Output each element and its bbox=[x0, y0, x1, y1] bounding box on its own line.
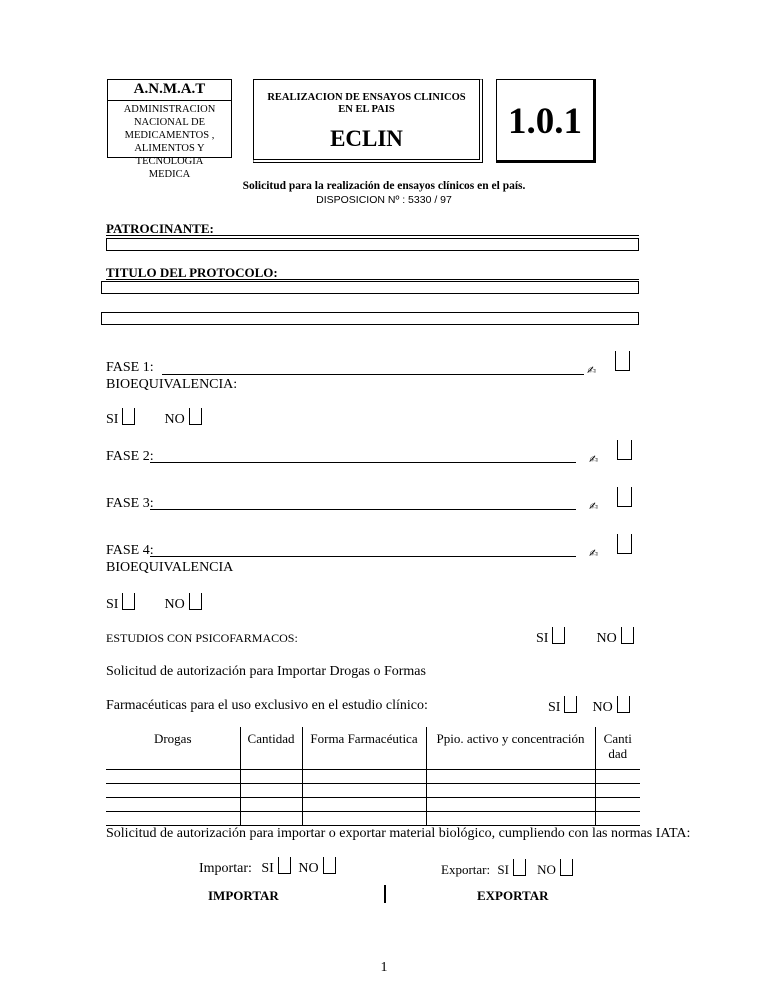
anmat-box bbox=[107, 79, 232, 180]
table-row[interactable] bbox=[106, 770, 640, 784]
no-label: NO bbox=[164, 597, 185, 612]
fase-1-checkbox[interactable] bbox=[615, 351, 630, 371]
pen-icon: ✍ bbox=[589, 453, 599, 466]
protocol-title-label: TITULO DEL PROTOCOLO: bbox=[106, 265, 278, 280]
no-label: NO bbox=[164, 412, 185, 427]
table-row[interactable] bbox=[106, 784, 640, 798]
protocol-title-field-2[interactable] bbox=[101, 312, 639, 325]
title-box bbox=[253, 79, 483, 163]
si-label: SI bbox=[261, 861, 274, 876]
bioequiv-4-si-checkbox[interactable] bbox=[122, 593, 135, 610]
fase-1-row bbox=[106, 360, 154, 376]
si-label: SI bbox=[106, 412, 119, 427]
import-request-line-2: Farmacéuticas para el uso exclusivo en el estudio clínico: bbox=[106, 698, 428, 713]
bioequivalencia-1-label: BIOEQUIVALENCIA: bbox=[106, 377, 238, 392]
bioequiv-4-no-checkbox[interactable] bbox=[189, 593, 202, 610]
form-number: 1.0.1 bbox=[508, 101, 582, 142]
col-header-drogas: Drogas bbox=[106, 727, 240, 770]
code-name: ECLIN bbox=[330, 126, 403, 151]
table-row[interactable] bbox=[106, 798, 640, 812]
psico-si-checkbox[interactable] bbox=[552, 627, 565, 644]
bioequiv-1-si-checkbox[interactable] bbox=[122, 408, 135, 425]
form-number-box bbox=[496, 79, 596, 163]
table-row[interactable] bbox=[106, 812, 640, 826]
psico-no-checkbox[interactable] bbox=[621, 627, 634, 644]
fase-3-checkbox[interactable] bbox=[617, 487, 632, 507]
import-drugs-options bbox=[548, 696, 630, 716]
si-label: SI bbox=[497, 862, 509, 877]
fase-1-line bbox=[162, 374, 584, 375]
protocol-title-field-1[interactable] bbox=[101, 281, 639, 294]
import-drugs-si-checkbox[interactable] bbox=[564, 696, 577, 713]
fase-3-label: FASE 3: bbox=[106, 496, 154, 511]
si-label: SI bbox=[548, 700, 561, 715]
bioequiv-1-options bbox=[106, 408, 202, 428]
col-header-cantidad: Cantidad bbox=[240, 727, 302, 770]
no-label: NO bbox=[537, 862, 556, 877]
disposition: DISPOSICION Nº : 5330 / 97 bbox=[316, 194, 452, 206]
importar-label: Importar: bbox=[199, 861, 252, 876]
fase-4-label: FASE 4: bbox=[106, 543, 154, 558]
importar-si-checkbox[interactable] bbox=[278, 857, 291, 874]
bioequiv-4-options bbox=[106, 593, 202, 613]
psico-options bbox=[536, 627, 634, 647]
subtitle: Solicitud para la realización de ensayos clínicos en el país. bbox=[242, 180, 526, 192]
fase-3-line bbox=[150, 509, 576, 510]
pen-icon: ✍ bbox=[589, 500, 599, 513]
org-name: ADMINISTRACION NACIONAL DE MEDICAMENTOS , ALIMENTOS Y TECNOLOGIA MEDICA bbox=[123, 104, 216, 180]
sponsor-label: PATROCINANTE: bbox=[106, 221, 214, 236]
si-label: SI bbox=[536, 631, 549, 646]
col-header-ppio: Ppio. activo y concentración bbox=[426, 727, 595, 770]
importar-no-checkbox[interactable] bbox=[323, 857, 336, 874]
fase-2-label: FASE 2: bbox=[106, 449, 154, 464]
exportar-options bbox=[441, 859, 573, 878]
bioequivalencia-4-label: BIOEQUIVALENCIA bbox=[106, 560, 234, 575]
import-request-line-1: Solicitud de autorización para Importar Drogas o Formas bbox=[106, 664, 426, 679]
fase-4-line bbox=[150, 556, 576, 557]
page-number: 1 bbox=[380, 960, 388, 975]
no-label: NO bbox=[592, 700, 613, 715]
title-line: REALIZACION DE ENSAYOS CLINICOS EN EL PAIS bbox=[267, 92, 466, 115]
sponsor-underline bbox=[106, 235, 639, 236]
psico-label: ESTUDIOS CON PSICOFARMACOS: bbox=[106, 631, 298, 645]
importar-heading: IMPORTAR bbox=[208, 888, 279, 903]
fase-2-checkbox[interactable] bbox=[617, 440, 632, 460]
exportar-heading: EXPORTAR bbox=[477, 888, 549, 903]
divider-bar bbox=[384, 885, 386, 903]
no-label: NO bbox=[596, 631, 617, 646]
org-acronym: A.N.M.A.T bbox=[108, 81, 231, 101]
importar-options bbox=[199, 857, 336, 877]
col-header-cantidad-2: Canti dad bbox=[603, 731, 632, 761]
exportar-label: Exportar: bbox=[441, 862, 491, 877]
fase-4-checkbox[interactable] bbox=[617, 534, 632, 554]
col-header-forma: Forma Farmacéutica bbox=[302, 727, 426, 770]
bioequiv-1-no-checkbox[interactable] bbox=[189, 408, 202, 425]
exportar-si-checkbox[interactable] bbox=[513, 859, 526, 876]
pen-icon: ✍ bbox=[589, 547, 599, 560]
drugs-table bbox=[106, 727, 640, 826]
si-label: SI bbox=[106, 597, 119, 612]
no-label: NO bbox=[298, 861, 319, 876]
fase-1-label: FASE 1: bbox=[106, 360, 154, 375]
exportar-no-checkbox[interactable] bbox=[560, 859, 573, 876]
sponsor-field[interactable] bbox=[106, 238, 639, 251]
fase-2-line bbox=[150, 462, 576, 463]
import-drugs-no-checkbox[interactable] bbox=[617, 696, 630, 713]
pen-icon: ✍ bbox=[587, 364, 597, 377]
bio-request: Solicitud de autorización para importar o exportar material biológico, cumpliendo con las normas IATA: bbox=[106, 826, 691, 841]
protocol-title-underline bbox=[106, 279, 639, 280]
